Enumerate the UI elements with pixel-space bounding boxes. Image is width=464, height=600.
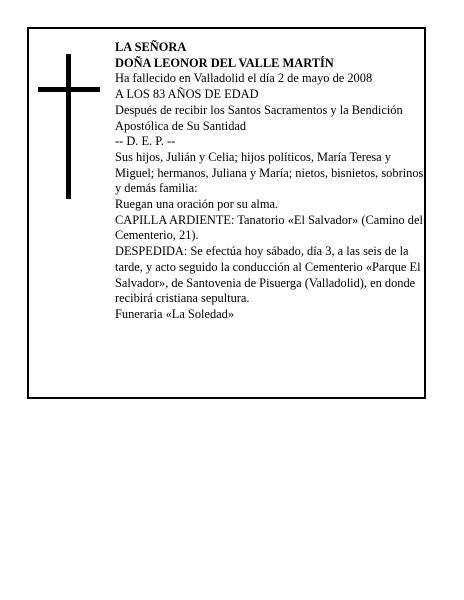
cross-horizontal-bar <box>38 87 100 92</box>
prayer-request-line: Ruegan una oración por su alma. <box>115 197 279 212</box>
age-line: A LOS 83 AÑOS DE EDAD <box>115 87 259 102</box>
sacraments-line: Después de recibir los Santos Sacramentos y la Bendición Apostólica de Su Santidad <box>115 102 403 133</box>
rest-in-peace-line: -- D. E. P. -- <box>115 134 176 149</box>
cross-icon <box>38 54 100 199</box>
family-line: Sus hijos, Julián y Celia; hijos políticos, María Teresa y Miguel; hermanos, Juliana y María; nietos, bisnietos, sobrinos y demás familia: <box>115 149 424 196</box>
honorific-line: LA SEÑORA <box>115 40 187 54</box>
funeral-home-line: Funeraria «La Soledad» <box>115 306 235 321</box>
cross-vertical-bar <box>66 54 71 199</box>
obituary-text <box>115 40 425 323</box>
obituary-notice <box>27 27 426 399</box>
chapel-line: CAPILLA ARDIENTE: Tanatorio «El Salvador» (Camino del Cementerio, 21). <box>115 212 423 243</box>
farewell-line: DESPEDIDA: Se efectúa hoy sábado, día 3, a las seis de la tarde, y acto seguido la conducción al Cementerio «Parque El Salvador», de Santovenia de Pisuerga (Valladolid), en donde recibirá cristiana sepultura. <box>115 244 421 306</box>
death-announcement: Ha fallecido en Valladolid el día 2 de mayo de 2008 <box>115 71 373 86</box>
deceased-name: DOÑA LEONOR DEL VALLE MARTÍN <box>115 55 334 70</box>
